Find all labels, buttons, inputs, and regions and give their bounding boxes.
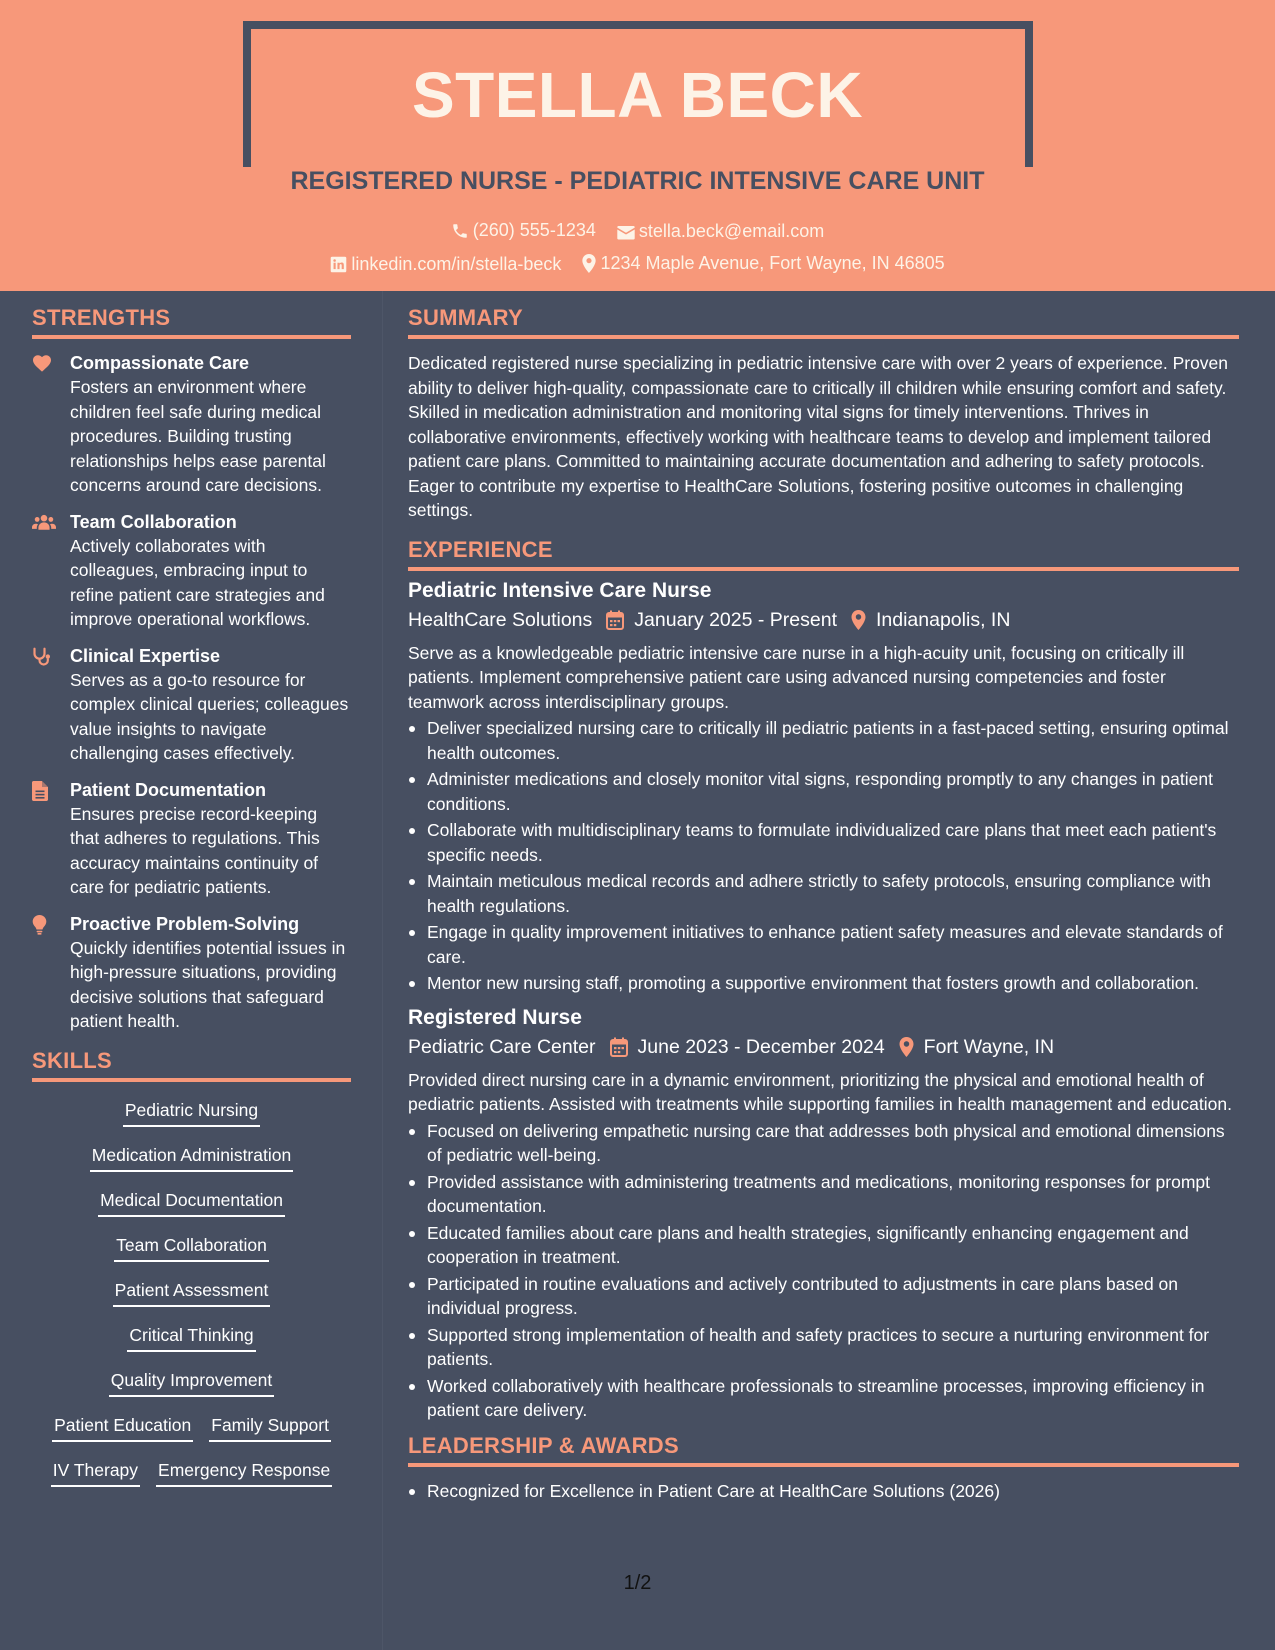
job-description: Serve as a knowledgeable pediatric intensive care nurse in a high-acuity unit, focusing on critically ill patients. Implement comprehensive patient care using advanced nursing competencies and foster teamwork across interdisciplinary groups. (408, 642, 1185, 712)
skill-tag: Quality Improvement (109, 1368, 274, 1397)
contact-linkedin[interactable] (330, 254, 561, 275)
lightbulb-icon (32, 915, 47, 935)
summary-text: Dedicated registered nurse specializing in pediatric intensive care with over 2 years of experience. Proven ability to deliver high-quality, compassionate care to critically ill children while ensuring comfort and safety. Skilled in medication administration and monitoring vital signs for timely interventions. Thrives in collaborative environments, effectively working with healthcare teams to develop and implement tailored patient care plans. Committed to maintaining accurate documentation and adhering to safety protocols. Eager to contribute my expertise to HealthCare Solutions, fostering positive outcomes in challenging settings. (408, 353, 1229, 520)
stethoscope-icon (32, 647, 52, 667)
job-meta (408, 1032, 1239, 1062)
linkedin-icon (330, 256, 347, 273)
calendar-icon (606, 610, 624, 630)
strength-desc: Quickly identifies potential issues in high-pressure situations, providing decisive solutions that safeguard patient health. (70, 937, 346, 1031)
contact-email[interactable] (617, 221, 824, 242)
job-dates: June 2023 - December 2024 (637, 1035, 885, 1058)
skill-tag: Family Support (209, 1413, 331, 1442)
summary-title: SUMMARY (408, 305, 1239, 339)
skill-tag: Medication Administration (90, 1143, 293, 1172)
job-bullets (408, 716, 1239, 996)
strength-title: Clinical Expertise (70, 645, 221, 666)
email-text: stella.beck@email.com (638, 221, 825, 241)
skills-section (32, 1048, 351, 1489)
skill-tag: Medical Documentation (98, 1188, 285, 1217)
bullet-item: Mentor new nursing staff, promoting a supportive environment that fosters growth and collaboration. (408, 971, 1239, 996)
job-entry-title: Pediatric Intensive Care Nurse (408, 578, 712, 602)
people-icon (32, 513, 56, 531)
envelope-icon (617, 224, 635, 240)
heart-icon (32, 354, 52, 372)
skill-tag: Team Collaboration (114, 1233, 269, 1262)
strength-title: Compassionate Care (70, 353, 250, 373)
experience-section (408, 537, 1239, 1423)
company-name: Pediatric Care Center (408, 1035, 596, 1058)
job-entry (408, 577, 1239, 996)
bullet-item: Participated in routine evaluations and actively contributed to adjustments in care plans based on individual progress. (408, 1272, 1239, 1321)
contact-row-2 (0, 253, 1275, 278)
right-column (408, 305, 1239, 1505)
bullet-item: Collaborate with multidisciplinary teams to formulate individualized care plans that meet each patient's specific needs. (408, 818, 1239, 867)
strength-title: Patient Documentation (70, 779, 267, 800)
bullet-item: Recognized for Excellence in Patient Care at HealthCare Solutions (2026) (408, 1479, 1239, 1504)
map-pin-icon (851, 610, 866, 630)
contact-row-1 (0, 220, 1275, 245)
strength-desc: Actively collaborates with colleagues, embracing input to refine patient care strategies and improve operational workflows. (70, 535, 325, 629)
left-column (32, 305, 351, 1503)
company-name: HealthCare Solutions (408, 608, 593, 631)
leadership-bullets (408, 1479, 1239, 1504)
document-icon (32, 781, 48, 801)
strength-title: Proactive Problem-Solving (70, 913, 300, 934)
calendar-icon (610, 1037, 628, 1057)
bullet-item: Supported strong implementation of health and safety practices to secure a nurturing environment for patients. (408, 1323, 1239, 1372)
job-entry-title: Registered Nurse (408, 1005, 582, 1029)
strengths-title: STRENGTHS (32, 305, 351, 339)
skill-tag: Pediatric Nursing (123, 1098, 260, 1127)
skill-tag: Patient Assessment (113, 1278, 271, 1307)
bullet-item: Worked collaboratively with healthcare professionals to streamline processes, improving efficiency in patient care delivery. (408, 1374, 1239, 1423)
candidate-name: STELLA BECK (411, 59, 864, 131)
strength-desc: Ensures precise record-keeping that adheres to regulations. This accuracy maintains continuity of care for pediatric patients. (70, 803, 320, 897)
contact-phone (451, 220, 596, 241)
column-divider (382, 291, 383, 1650)
skill-tag: Emergency Response (156, 1458, 332, 1487)
job-dates: January 2025 - Present (634, 608, 837, 631)
strength-item (32, 644, 351, 766)
strength-item (32, 912, 351, 1034)
bullet-item: Focused on delivering empathetic nursing care that addresses both physical and emotional dimensions of pediatric well-being. (408, 1119, 1239, 1168)
skill-tag: Patient Education (52, 1413, 193, 1442)
bullet-item: Administer medications and closely monitor vital signs, responding promptly to any changes in patient conditions. (408, 767, 1239, 816)
bullet-item: Educated families about care plans and health strategies, significantly enhancing engagement and cooperation in treatment. (408, 1221, 1239, 1270)
skills-title: SKILLS (32, 1048, 351, 1082)
address-text: 1234 Maple Avenue, Fort Wayne, IN 46805 (600, 253, 945, 273)
phone-text: (260) 555-1234 (472, 220, 596, 240)
bullet-item: Engage in quality improvement initiatives to enhance patient safety measures and elevate standards of care. (408, 920, 1239, 969)
skill-tag: IV Therapy (51, 1458, 140, 1487)
bullet-item: Deliver specialized nursing care to critically ill pediatric patients in a fast-paced setting, ensuring optimal health outcomes. (408, 716, 1239, 765)
map-pin-icon (899, 1037, 914, 1057)
strength-item (32, 351, 351, 498)
contact-address (582, 253, 944, 274)
strength-title: Team Collaboration (70, 511, 237, 532)
job-title: REGISTERED NURSE - PEDIATRIC INTENSIVE CARE UNIT (290, 167, 985, 195)
strengths-section (32, 305, 351, 1034)
strength-desc: Fosters an environment where children feel safe during medical procedures. Building trusting relationships helps ease parental concerns around care decisions. (70, 377, 326, 495)
job-entry (408, 1004, 1239, 1423)
strength-desc: Serves as a go-to resource for complex clinical queries; colleagues value insights to navigate challenging cases effectively. (70, 669, 349, 763)
page-number: 1/2 (623, 1572, 652, 1594)
bullet-item: Maintain meticulous medical records and adhere strictly to safety protocols, ensuring compliance with health regulations. (408, 869, 1239, 918)
phone-icon (451, 222, 469, 240)
job-meta (408, 605, 1239, 635)
leadership-section (408, 1433, 1239, 1504)
linkedin-text: linkedin.com/in/stella-beck (351, 254, 562, 274)
job-location: Indianapolis, IN (875, 608, 1011, 631)
map-pin-icon (582, 254, 596, 273)
job-location: Fort Wayne, IN (923, 1035, 1055, 1058)
strength-item (32, 510, 351, 632)
skill-tag: Critical Thinking (127, 1323, 255, 1352)
strength-item (32, 778, 351, 900)
summary-section (408, 305, 1239, 523)
job-description: Provided direct nursing care in a dynamic environment, prioritizing the physical and emotional health of pediatric patients. Assisted with treatments while supporting families in health management and education. (408, 1069, 1232, 1114)
experience-title: EXPERIENCE (408, 537, 1239, 571)
leadership-title: LEADERSHIP & AWARDS (408, 1433, 1239, 1467)
resume-header (0, 0, 1275, 291)
bullet-item: Provided assistance with administering treatments and medications, monitoring responses for prompt documentation. (408, 1170, 1239, 1219)
job-bullets (408, 1119, 1239, 1423)
